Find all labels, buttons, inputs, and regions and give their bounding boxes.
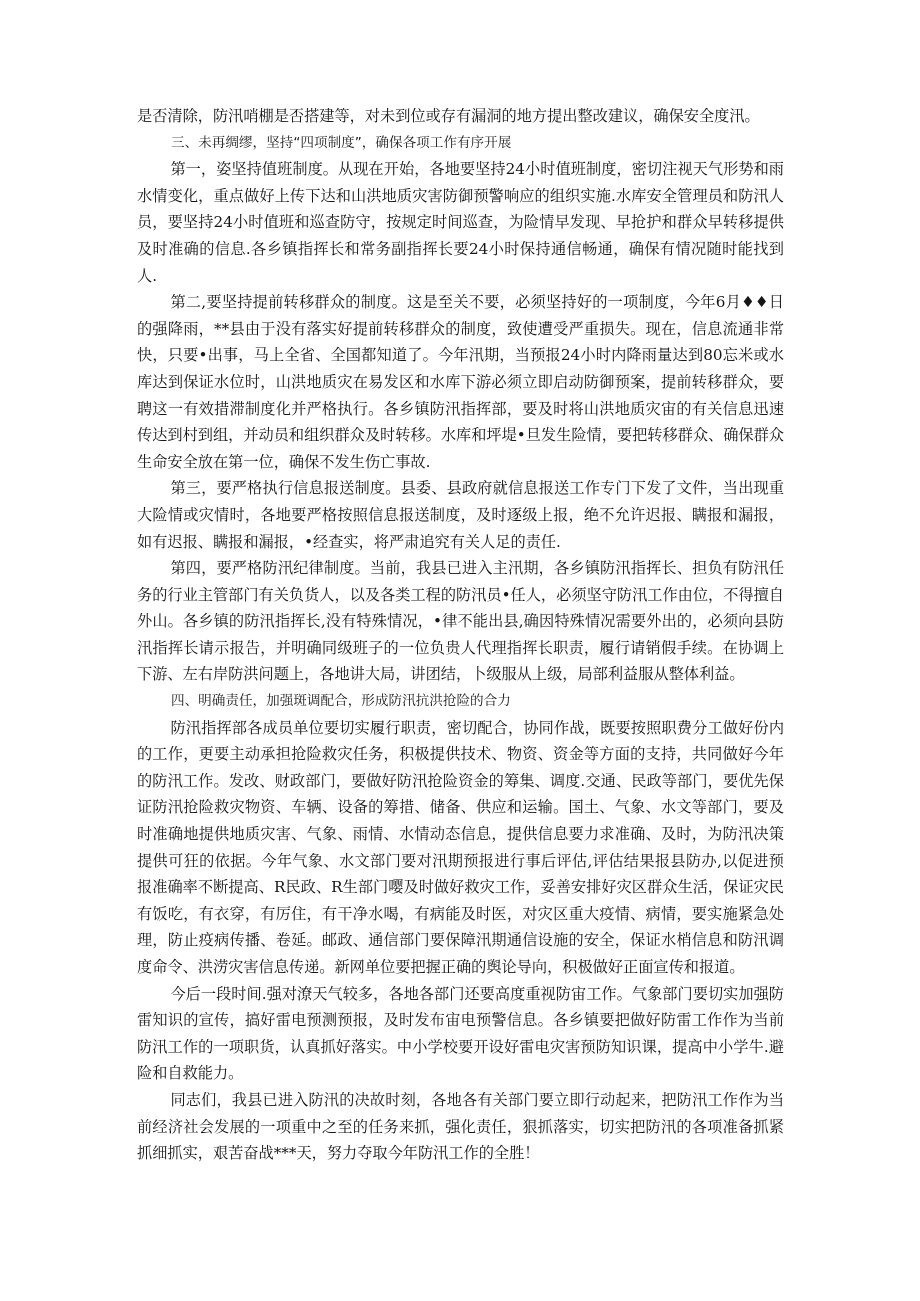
paragraph-duty-system: 第一，姿坚持值班制度。从现在开始，各地要坚持24小时值班制度，密切注视天气形势和雨水情变化，重点做好上传下达和山洪地质灾害防御预警响应的组织实施.水库安全管理员和防汛人员，要坚持24小时值班和巡查防守，按规定时间巡查，为险情早发现、早抢护和群众早转移提供及时准确的信息.各乡镇指挥长和常务副指挥长要24小时保持通信畅通，确保有情况随时能找到人. — [137, 160, 784, 285]
paragraph-closing: 同志们，我县已进入防汛的决故时刻，各地各有关部门要立即行动起来，把防汛工作作为当前经济社会发展的一项重中之至的任务来抓，强化责任，狠抓落实，切实把防汛的各项准备抓紧抓细抓实，艰苦奋战***天，努力夺取今年防汛工作的全胜！ — [137, 1090, 784, 1163]
paragraph-reporting-system: 第三，要严格执行信息报送制度。县委、县政府就信息报送工作专门下发了文件，当出现重大险情或灾情时，各地要严格按照信息报送制度，及时逐级上报，绝不允许迟报、瞒报和漏报，如有迟报、瞒报和漏报，•经查实，将严肃追究有关人足的责任. — [137, 479, 784, 551]
paragraph-evacuation-system: 第二,要坚持提前转移群众的制度。这是至关不要，必须坚持好的一项制度，今年6月♦♦日的强降雨，**县由于没有落实好提前转移群众的制度，致使遭受严重损失。现在，信息流通非常快，只要•出事，马上全省、全国都知道了。今年汛期，当预报24小时内降雨量达到80忘米或水库达到保证水位时，山洪地质灾在易发区和水库下游必须立即启动防御预案，提前转移群众，要聘这一有效措滞制度化并严格执行。各乡镇防汛指挥部，要及时将山洪地质灾宙的有关信息迅速传达到村到组，并动员和组织群众及时转移。水库和坪堤•旦发生险情，要把转移群众、确保群众生命安全放在第一位，确保不发生伤亡事故. — [137, 293, 784, 471]
document-body — [137, 103, 784, 1167]
section-heading-three: 三、未再绸缪，坚持“四项制度”，确保各项工作有序开展 — [171, 134, 512, 151]
paragraph-departments: 防汛指挥部各成员单位要切实履行职责，密切配合，协同作战，既要按照职费分工做好份内的工作，更要主动承担抢险救灾任务，积极提供技术、物资、资金等方面的支持，共同做好今年的防汛工作。发改、财政部门，要做好防汛抢险资金的筹集、调度.交通、民政等部门，要优先保证防汛抢险救灾物资、车辆、设备的筹措、储备、供应和运输。国土、气象、水文等部门，要及时准确地提供地质灾害、气象、雨情、水情动态信息，提供信息要力求准确、及时，为防汛决策提供可狂的依据。今年气象、水文部门要对汛期预报进行事后评估,评估结果报县防办,以促进预报准确率不断提高、R民政、R生部门嘤及时做好救灾工作，妥善安排好灾区群众生活，保证灾民有饭吃，有衣穿，有厉住，有干净水喝，有病能及时医，对灾区重大疫情、病情，要实施紧急处理，防止疫病传播、卷延。邮政、通信部门要保障汛期通信设施的安全，保证水梢信息和防汛调度命令、洪涝灾害信息传递。新网单位要把握正确的舆论导向，积极做好正面宣传和报道。 — [137, 718, 784, 976]
section-heading-four: 四、明确责任，加强斑调配合，形成防汛抗洪抢险的合力 — [171, 693, 511, 710]
paragraph-lightning: 今后一段时间.强对潦天气较多，各地各部门还要高度重视防宙工作。气象部门要切实加强防雷知识的宣传，搞好雷电预测预报，及时发布宙电预警信息。各乡镇要把做好防雷工作作为当前防汛工作的一项职货，认真抓好落实。中小学校要开设好雷电灾害预防知识课，提高中小学牛.避险和自救能力。 — [137, 984, 784, 1083]
paragraph-continuation: 是否清除，防汛哨棚是否搭建等，对未到位或存有漏洞的地方提出整改建议，确保安全度汛。 — [137, 107, 760, 125]
paragraph-discipline-system: 第四，要严格防汛纪律制度。当前，我县已进入主汛期，各乡镇防汛指挥长、担负有防汛任务的行业主管部门有关负货人，以及各类工程的防汛员•任人，必须坚守防汛工作由位，不得擅自外山。各乡镇的防汛指挥长,没有特殊情况，•律不能出县,确因特殊情况需要外出的，必须向县防汛指挥长请示报告，并明确同级班子的一位负贵人代理指挥长职责，履行请销假手续。在协调上下游、左右岸防洪问题上，各地讲大局，讲团结，卜级服从上级，局部利益服从整体利益。 — [137, 559, 784, 684]
